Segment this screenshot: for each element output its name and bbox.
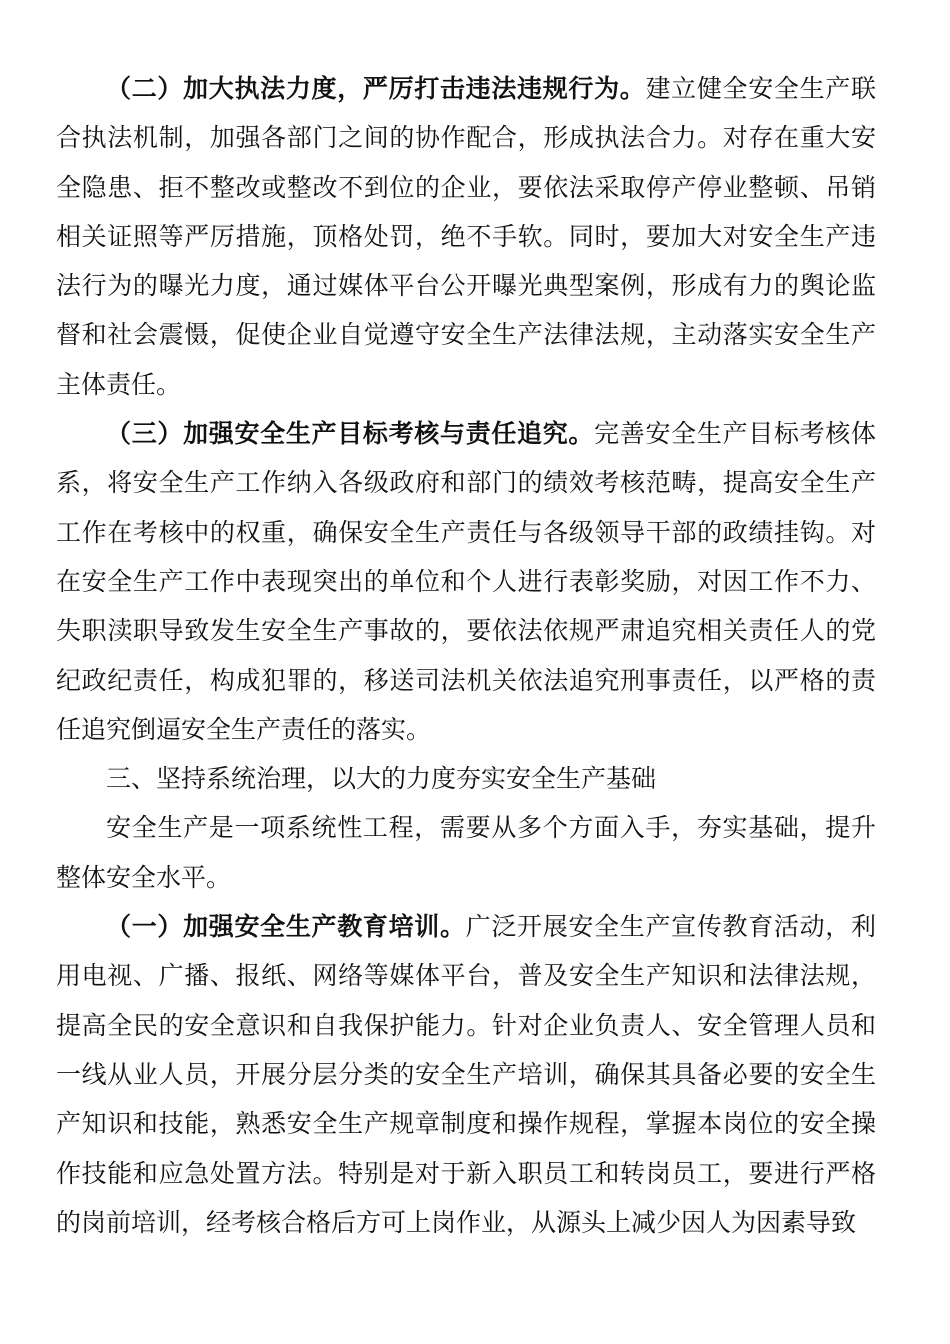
paragraph-training [56, 902, 876, 1247]
paragraph-lead: （二）加大执法力度，严厉打击违法违规行为。 [106, 74, 646, 103]
paragraph-lead: （一）加强安全生产教育培训。 [106, 912, 466, 942]
section-heading: 三、坚持系统治理，以大的力度夯实安全生产基础 [106, 764, 657, 794]
paragraph-lead: （三）加强安全生产目标考核与责任追究。 [106, 419, 595, 449]
paragraph-body: 建立健全安全生产联合执法机制，加强各部门之间的协作配合，形成执法合力。对存在重大安全隐患、拒不整改或整改不到位的企业，要依法采取停产停业整顿、吊销相关证照等严厉措施，顶格处罚，绝不手软。同时，要加大对安全生产违法行为的曝光力度，通过媒体平台公开曝光典型案例，形成有力的舆论监督和社会震慑，促使企业自觉遵守安全生产法律法规，主动落实安全生产主体责任。 [56, 74, 876, 399]
paragraph-enforcement [56, 64, 876, 409]
paragraph-intro: 安全生产是一项系统性工程，需要从多个方面入手，夯实基础，提升整体安全水平。 [56, 813, 876, 892]
paragraph-body: 完善安全生产目标考核体系，将安全生产工作纳入各级政府和部门的绩效考核范畴，提高安全生产工作在考核中的权重，确保安全生产责任与各级领导干部的政绩挂钩。对在安全生产工作中表现突出的单位和个人进行表彰奖励，对因工作不力、失职渎职导致发生安全生产事故的，要依法依规严肃追究相关责任人的党纪政纪责任，构成犯罪的，移送司法机关依法追究刑事责任，以严格的责任追究倒逼安全生产责任的落实。 [56, 419, 876, 744]
document-page [56, 64, 876, 1247]
paragraph-body: 广泛开展安全生产宣传教育活动，利用电视、广播、报纸、网络等媒体平台，普及安全生产知识和法律法规，提高全民的安全意识和自我保护能力。针对企业负责人、安全管理人员和一线从业人员，开展分层分类的安全生产培训，确保其具备必要的安全生产知识和技能，熟悉安全生产规章制度和操作规程，掌握本岗位的安全操作技能和应急处置方法。特别是对于新入职员工和转岗员工，要进行严格的岗前培训，经考核合格后方可上岗作业，从源头上减少因人为因素导致 [56, 912, 876, 1237]
paragraph-assessment [56, 409, 876, 754]
